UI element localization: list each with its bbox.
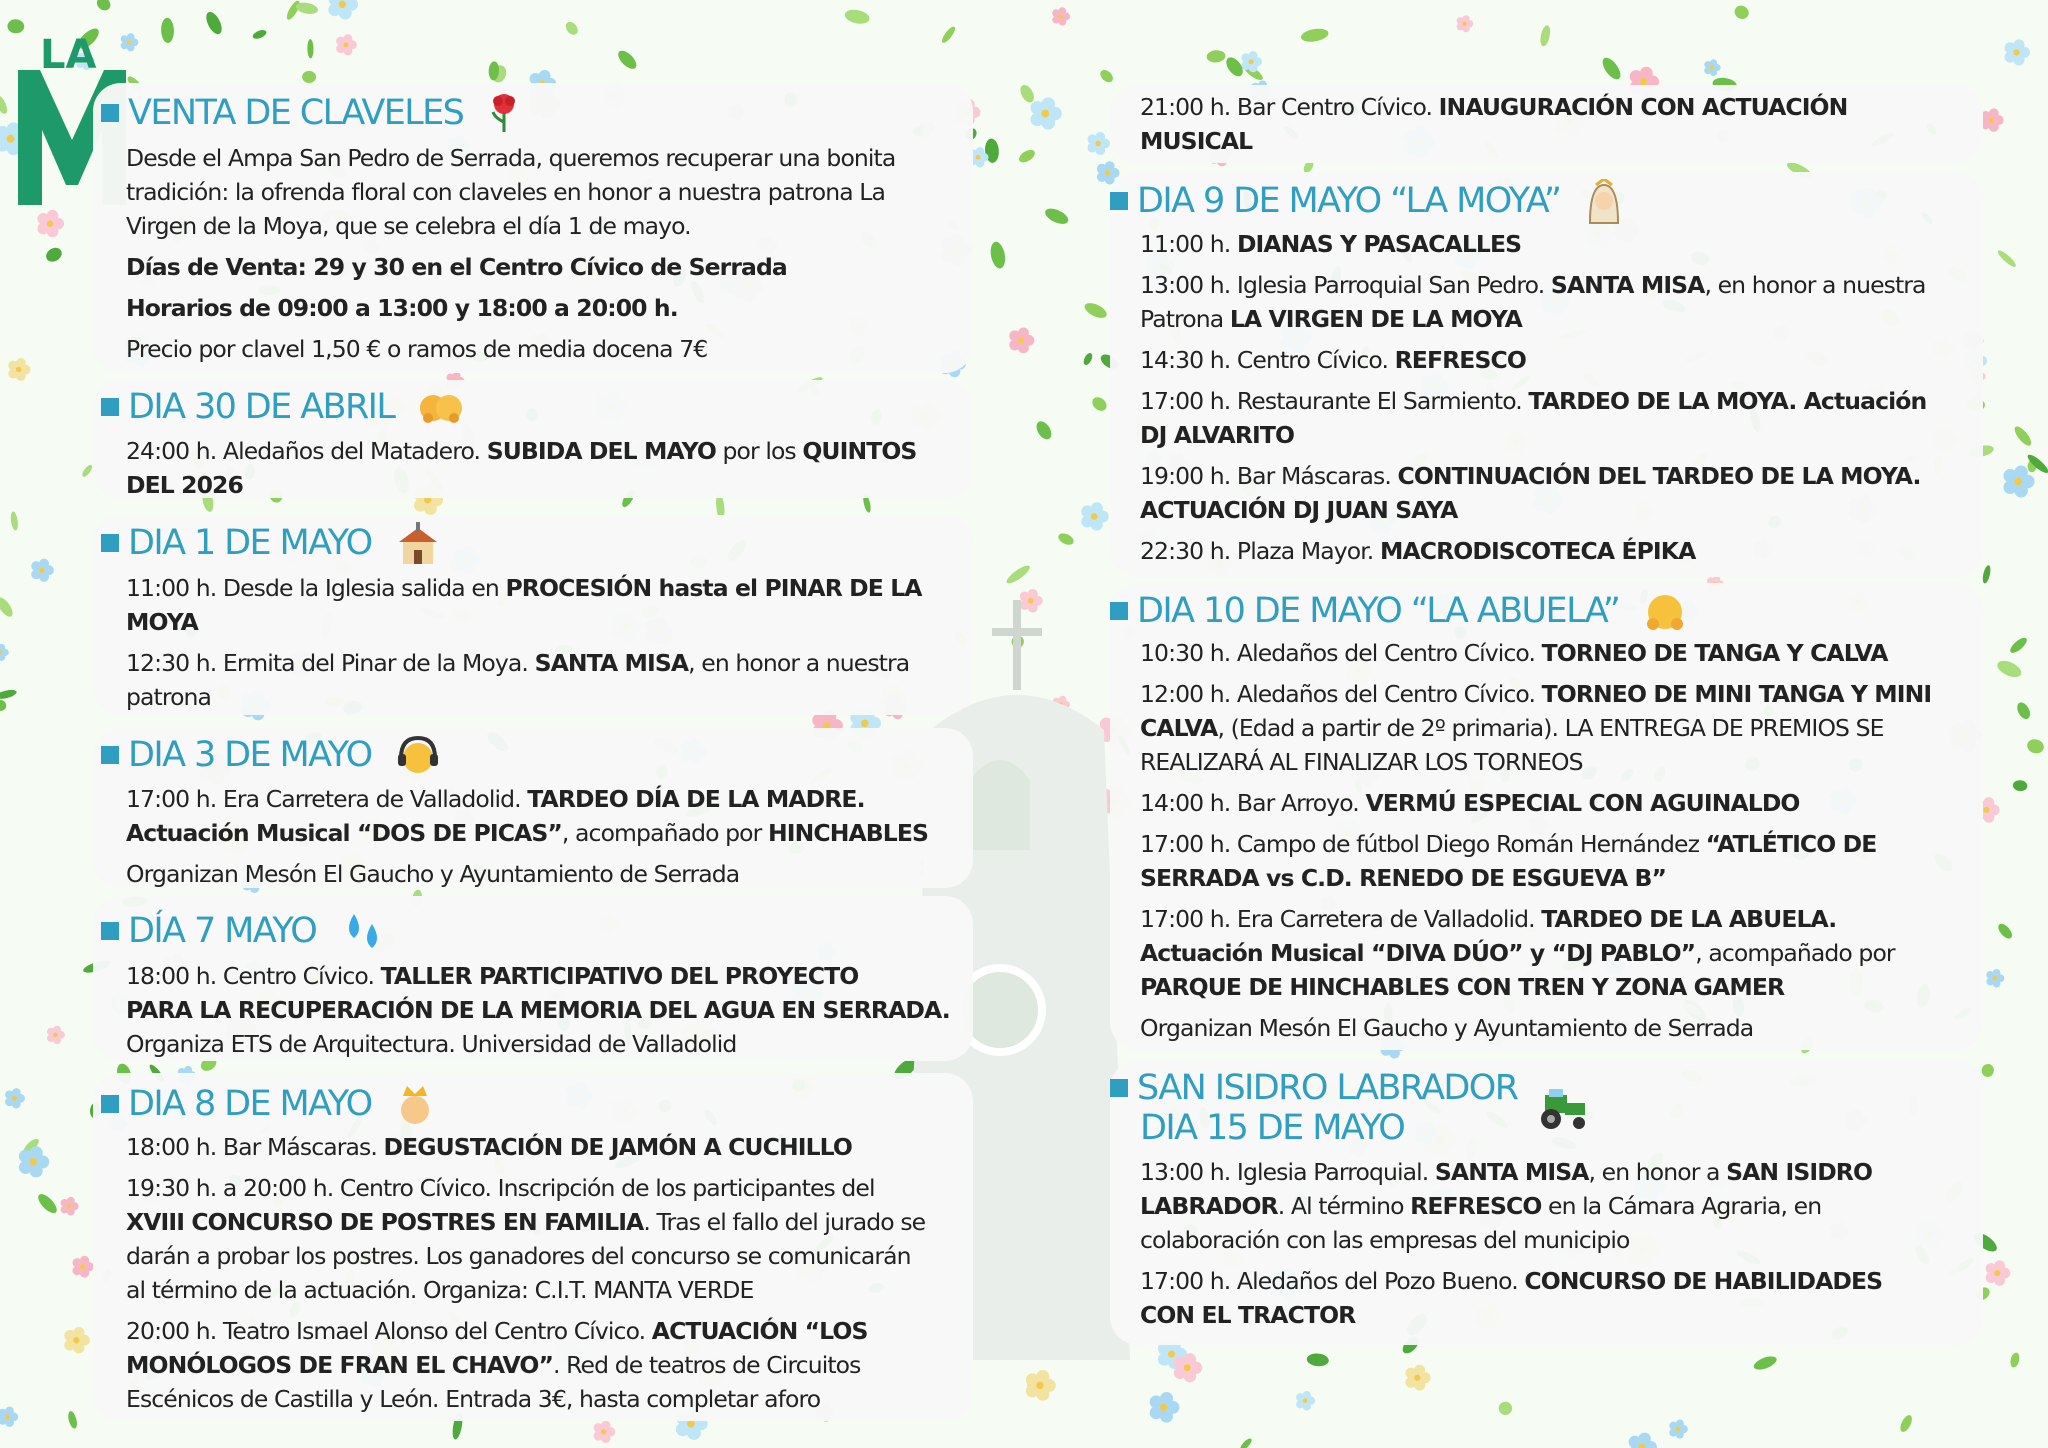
mayo3-line-3: Organizan Mesón El Gaucho y Ayuntamiento de Serrada bbox=[126, 860, 740, 888]
mayo10-line-6: 17:00 h. Campo de fútbol Diego Román Hernández “ATLÉTICO DE bbox=[1140, 830, 1877, 858]
title-square-icon bbox=[101, 534, 119, 552]
mayo9-line-1: 11:00 h. DIANAS Y PASACALLES bbox=[1140, 230, 1522, 258]
mayo9-line-5: 17:00 h. Restaurante El Sarmiento. TARDEO DE LA MOYA. Actuación bbox=[1140, 387, 1927, 415]
mayo10-line-2: 12:00 h. Aledaños del Centro Cívico. TORNEO DE MINI TANGA Y MINI bbox=[1140, 680, 1932, 708]
isidro-line-4: 17:00 h. Aledaños del Pozo Bueno. CONCURSO DE HABILIDADES bbox=[1140, 1267, 1883, 1295]
mayo9-line-4: 14:30 h. Centro Cívico. REFRESCO bbox=[1140, 346, 1526, 374]
mayo9-line-7: 19:00 h. Bar Máscaras. CONTINUACIÓN DEL TARDEO DE LA MOYA. bbox=[1140, 462, 1921, 490]
section-subtitle-15-mayo: DIA 15 DE MAYO bbox=[1140, 1108, 1405, 1148]
mayo10-line-10: PARQUE DE HINCHABLES CON TREN Y ZONA GAMER bbox=[1140, 973, 1785, 1001]
mayo10-line-11: Organizan Mesón El Gaucho y Ayuntamiento de Serrada bbox=[1140, 1014, 1754, 1042]
section-title-7-mayo: DÍA 7 MAYO bbox=[101, 910, 386, 954]
title-square-icon bbox=[101, 398, 119, 416]
hugging-faces-icon bbox=[418, 388, 464, 428]
church-icon bbox=[395, 522, 441, 566]
abril30-line-1: 24:00 h. Aledaños del Matadero. SUBIDA DEL MAYO por los QUINTOS bbox=[126, 437, 917, 465]
mayo8-line-7: MONÓLOGOS DE FRAN EL CHAVO”. Red de teatros de Circuitos bbox=[126, 1351, 861, 1379]
mayo8-line-4: darán a probar los postres. Los ganadores del concurso se comunicarán bbox=[126, 1242, 911, 1270]
title-square-icon bbox=[1110, 192, 1128, 210]
mayo8-line-2: 19:30 h. a 20:00 h. Centro Cívico. Inscripción de los participantes del bbox=[126, 1174, 875, 1202]
claveles-precio: Precio por clavel 1,50 € o ramos de media docena 7€ bbox=[126, 335, 708, 363]
crowned-person-icon bbox=[395, 1082, 435, 1128]
mayo3-line-1: 17:00 h. Era Carretera de Valladolid. TARDEO DÍA DE LA MADRE. bbox=[126, 785, 865, 813]
mayo9-line-9: 22:30 h. Plaza Mayor. MACRODISCOTECA ÉPIKA bbox=[1140, 537, 1696, 565]
mayo10-line-5: 14:00 h. Bar Arroyo. VERMÚ ESPECIAL CON AGUINALDO bbox=[1140, 789, 1800, 817]
mayo1-line-4: patrona bbox=[126, 683, 212, 711]
title-square-icon bbox=[1110, 1079, 1128, 1097]
title-square-icon bbox=[1110, 602, 1128, 620]
top-right-line-2: MUSICAL bbox=[1140, 127, 1253, 155]
mayo8-line-1: 18:00 h. Bar Máscaras. DEGUSTACIÓN DE JAMÓN A CUCHILLO bbox=[126, 1133, 852, 1161]
title-square-icon bbox=[101, 104, 119, 122]
section-title-san-isidro: SAN ISIDRO LABRADOR bbox=[1110, 1068, 1517, 1108]
mayo10-line-9: Actuación Musical “DIVA DÚO” y “DJ PABLO”, acompañado por bbox=[1140, 939, 1895, 967]
title-square-icon bbox=[101, 1095, 119, 1113]
headphones-face-icon bbox=[395, 734, 441, 778]
mayo10-line-4: REALIZARÁ AL FINALIZAR LOS TORNEOS bbox=[1140, 748, 1583, 776]
carnation-icon bbox=[487, 92, 521, 136]
section-title-1-mayo: DIA 1 DE MAYO bbox=[101, 522, 441, 566]
section-title-claveles: VENTA DE CLAVELES bbox=[101, 92, 521, 136]
claveles-horarios: Horarios de 09:00 a 13:00 y 18:00 a 20:00 h. bbox=[126, 294, 678, 322]
section-title-9-mayo: DIA 9 DE MAYO “LA MOYA” bbox=[1110, 179, 1624, 225]
mayo1-line-2: MOYA bbox=[126, 608, 198, 636]
mayo10-line-3: CALVA, (Edad a partir de 2º primaria). LA ENTREGA DE PREMIOS SE bbox=[1140, 714, 1884, 742]
mayo7-line-3: Organiza ETS de Arquitectura. Universidad de Valladolid bbox=[126, 1030, 737, 1058]
abril30-line-2: DEL 2026 bbox=[126, 471, 243, 499]
mayo8-line-5: al término de la actuación. Organiza: C.I.T. MANTA VERDE bbox=[126, 1276, 754, 1304]
tractor-icon bbox=[1535, 1085, 1591, 1131]
virgin-mary-icon bbox=[1584, 179, 1624, 225]
mayo9-line-8: ACTUACIÓN DJ JUAN SAYA bbox=[1140, 496, 1458, 524]
claveles-dias: Días de Venta: 29 y 30 en el Centro Cívico de Serrada bbox=[126, 253, 787, 281]
mayo1-line-1: 11:00 h. Desde la Iglesia salida en PROCESIÓN hasta el PINAR DE LA bbox=[126, 574, 922, 602]
mayo7-line-1: 18:00 h. Centro Cívico. TALLER PARTICIPATIVO DEL PROYECTO bbox=[126, 962, 859, 990]
mayo1-line-3: 12:30 h. Ermita del Pinar de la Moya. SANTA MISA, en honor a nuestra bbox=[126, 649, 910, 677]
claveles-text-2: tradición: la ofrenda floral con claveles en honor a nuestra patrona La bbox=[126, 178, 886, 206]
claveles-text-1: Desde el Ampa San Pedro de Serrada, queremos recuperar una bonita bbox=[126, 144, 896, 172]
section-title-30-abril: DIA 30 DE ABRIL bbox=[101, 387, 464, 428]
mayo8-line-3: XVIII CONCURSO DE POSTRES EN FAMILIA. Tras el fallo del jurado se bbox=[126, 1208, 926, 1236]
title-square-icon bbox=[101, 746, 119, 764]
mayo10-line-7: SERRADA vs C.D. RENEDO DE ESGUEVA B” bbox=[1140, 864, 1667, 892]
isidro-line-5: CON EL TRACTOR bbox=[1140, 1301, 1356, 1329]
isidro-line-2: LABRADOR. Al término REFRESCO en la Cámara Agraria, en bbox=[1140, 1192, 1822, 1220]
mayo10-line-1: 10:30 h. Aledaños del Centro Cívico. TORNEO DE TANGA Y CALVA bbox=[1140, 639, 1888, 667]
section-title-3-mayo: DIA 3 DE MAYO bbox=[101, 734, 441, 778]
mayo3-line-2: Actuación Musical “DOS DE PICAS”, acompañado por HINCHABLES bbox=[126, 819, 929, 847]
logo-la-text: LA bbox=[40, 32, 97, 78]
isidro-line-1: 13:00 h. Iglesia Parroquial. SANTA MISA, en honor a SAN ISIDRO bbox=[1140, 1158, 1873, 1186]
mayo10-line-8: 17:00 h. Era Carretera de Valladolid. TARDEO DE LA ABUELA. bbox=[1140, 905, 1837, 933]
hugging-face-icon bbox=[1643, 590, 1687, 634]
section-title-8-mayo: DIA 8 DE MAYO bbox=[101, 1082, 435, 1128]
isidro-line-3: colaboración con las empresas del municipio bbox=[1140, 1226, 1630, 1254]
section-title-10-mayo: DIA 10 DE MAYO “LA ABUELA” bbox=[1110, 590, 1687, 634]
mayo7-line-2: PARA LA RECUPERACIÓN DE LA MEMORIA DEL AGUA EN SERRADA. bbox=[126, 996, 950, 1024]
mayo9-line-3: Patrona LA VIRGEN DE LA MOYA bbox=[1140, 305, 1522, 333]
top-right-line-1: 21:00 h. Bar Centro Cívico. INAUGURACIÓN CON ACTUACIÓN bbox=[1140, 93, 1848, 121]
mayo9-line-2: 13:00 h. Iglesia Parroquial San Pedro. SANTA MISA, en honor a nuestra bbox=[1140, 271, 1926, 299]
mayo8-line-8: Escénicos de Castilla y León. Entrada 3€, hasta completar aforo bbox=[126, 1385, 821, 1413]
title-square-icon bbox=[101, 922, 119, 940]
mayo8-line-6: 20:00 h. Teatro Ismael Alonso del Centro Cívico. ACTUACIÓN “LOS bbox=[126, 1317, 868, 1345]
water-droplets-icon bbox=[340, 910, 386, 954]
claveles-text-3: Virgen de la Moya, que se celebra el día 1 de mayo. bbox=[126, 212, 691, 240]
mayo9-line-6: DJ ALVARITO bbox=[1140, 421, 1295, 449]
